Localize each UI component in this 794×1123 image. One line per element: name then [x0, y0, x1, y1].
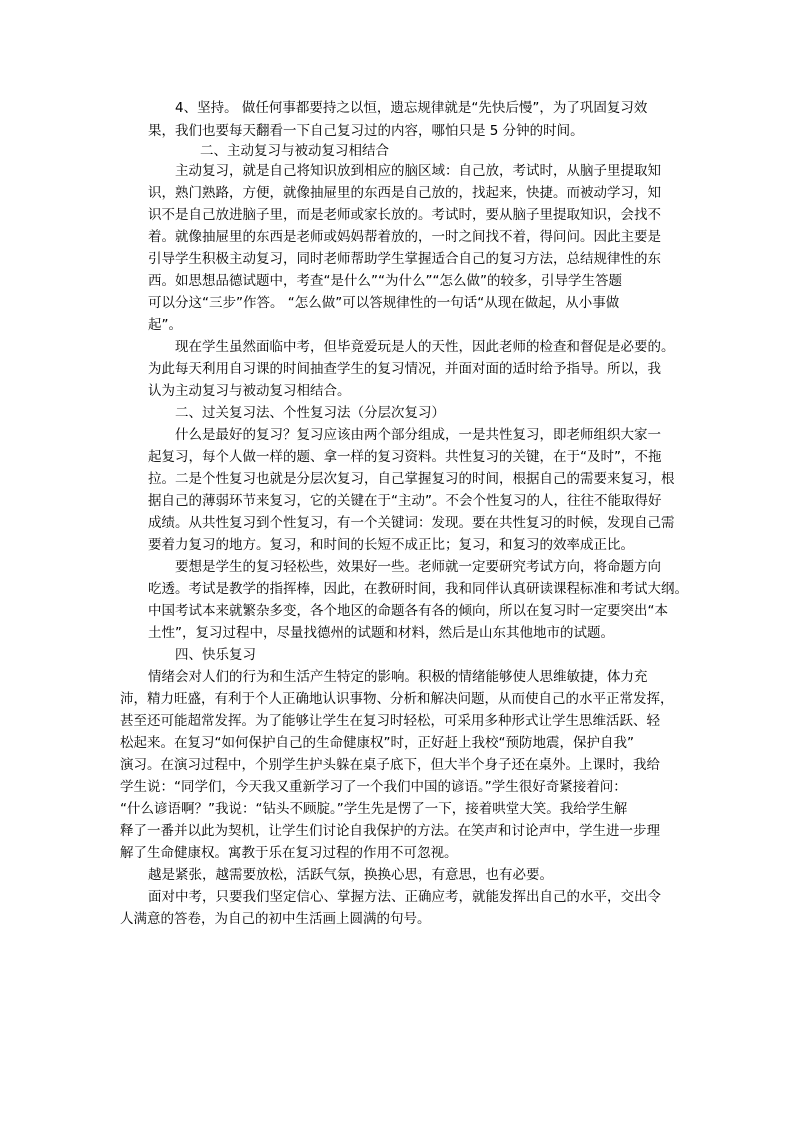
paragraph-line-6: 识不是自己放进脑子里，而是老师或家长放的。考试时，要从脑子里提取知识，会找不	[148, 207, 661, 223]
section-heading-happy-review: 四、快乐复习	[175, 647, 256, 663]
paragraph-line-27: 情绪会对人们的行为和生活产生特定的影响。积极的情绪能够使人思维敏捷，体力充	[148, 669, 648, 685]
paragraph-line-10: 可以分这“三步”作答。 “怎么做”可以答规律性的一句话“从现在做起，从小事做	[148, 295, 620, 311]
section-heading-active-passive: 二、主动复习与被动复习相结合	[200, 143, 389, 159]
paragraph-line-1: 4、坚持。 做任何事都要持之以恒，遗忘规律就是“先快后慢”，为了巩固复习效	[175, 100, 648, 116]
paragraph-line-7: 着。就像抽屉里的东西是老师或妈妈帮着放的，一时之间找不着，得问问。因此主要是	[148, 229, 661, 245]
paragraph-line-5: 识，熟门熟路，方便，就像抽屉里的东西是自己放的，找起来，快捷。而被动学习，知	[148, 185, 661, 201]
paragraph-line-25: 土性”，复习过程中，尽量找德州的试题和材料，然后是山东其他地市的试题。	[148, 625, 614, 641]
paragraph-line-35: 解了生命健康权。寓教于乐在复习过程的作用不可忽视。	[120, 845, 458, 861]
paragraph-line-8: 引导学生积极主动复习，同时老师帮助学生掌握适合自己的复习方法，总结规律性的东	[148, 251, 661, 267]
paragraph-line-29: 甚至还可能超常发挥。为了能够让学生在复习时轻松，可采用多种形式让学生思维活跃、轻	[120, 713, 660, 729]
paragraph-line-23: 吃透。考试是教学的指挥棒，因此，在教研时间，我和同伴认真研读课程标准和考试大纲。	[148, 581, 688, 597]
paragraph-line-4: 主动复习，就是自己将知识放到相应的脑区域：自己放，考试时，从脑子里提取知	[175, 163, 661, 179]
paragraph-line-19: 据自己的薄弱环节来复习，它的关键在于“主动”。不会个性复习的人，往往不能取得好	[148, 493, 662, 509]
paragraph-line-12: 现在学生虽然面临中考，但毕竟爱玩是人的天性，因此老师的检查和督促是必要的。	[175, 339, 675, 355]
paragraph-line-11: 起”。	[148, 317, 182, 333]
paragraph-line-33: “什么谚语啊？”我说：“钻头不顾腚。”学生先是愣了一下，接着哄堂大笑。我给学生解	[120, 801, 628, 817]
paragraph-line-21: 要着力复习的地方。复习，和时间的长短不成正比；复习，和复习的效率成正比。	[148, 537, 634, 553]
paragraph-line-13: 为此每天利用自习课的时间抽查学生的复习情况，并面对面的适时给予指导。所以，我	[148, 361, 661, 377]
paragraph-line-30: 松起来。在复习“如何保护自己的生命健康权”时，正好赶上我校“预防地震，保护自我”	[120, 735, 634, 751]
paragraph-line-18: 拉。二是个性复习也就是分层次复习，自己掌握复习的时间，根据自己的需要来复习，根	[148, 471, 675, 487]
paragraph-line-34: 释了一番并以此为契机，让学生们讨论自我保护的方法。在笑声和讨论声中，学生进一步理	[120, 823, 660, 839]
paragraph-line-2: 果，我们也要每天翻看一下自己复习过的内容，哪怕只是 5 分钟的时间。	[148, 123, 584, 139]
paragraph-line-16: 什么是最好的复习？复习应该由两个部分组成，一是共性复习，即老师组织大家一	[175, 427, 661, 443]
paragraph-line-14: 认为主动复习与被动复习相结合。	[148, 383, 351, 399]
paragraph-line-17: 起复习，每个人做一样的题、拿一样的复习资料。共性复习的关键，在于“及时”，不拖	[148, 449, 662, 465]
paragraph-line-22: 要想是学生的复习轻松些，效果好一些。老师就一定要研究考试方向，将命题方向	[175, 559, 661, 575]
paragraph-line-36: 越是紧张，越需要放松，活跃气氛，换换心思，有意思，也有必要。	[148, 867, 553, 883]
paragraph-line-28: 沛，精力旺盛，有利于个人正确地认识事物、分析和解决问题，从而使自己的水平正常发挥，	[120, 691, 674, 707]
paragraph-line-24: 中国考试本来就繁杂多变，各个地区的命题各有各的倾向，所以在复习时一定要突出“本	[148, 603, 668, 619]
paragraph-line-20: 成绩。从共性复习到个性复习，有一个关键词：发现。要在共性复习的时候，发现自己需	[148, 515, 675, 531]
paragraph-line-9: 西。如思想品德试题中，考查“是什么”“为什么”“怎么做”的较多，引导学生答题	[148, 273, 622, 289]
section-heading-tiered-review: 二、过关复习法、个性复习法（分层次复习）	[175, 405, 445, 421]
paragraph-line-32: 学生说：“同学们，今天我又重新学习了一个我们中国的谚语。”学生很好奇紧接着问：	[120, 779, 627, 795]
paragraph-line-37: 面对中考，只要我们坚定信心、掌握方法、正确应考，就能发挥出自己的水平，交出令	[148, 889, 661, 905]
paragraph-line-31: 演习。在演习过程中，个别学生护头躲在桌子底下，但大半个身子还在桌外。上课时，我给	[120, 757, 660, 773]
paragraph-line-38: 人满意的答卷，为自己的初中生活画上圆满的句号。	[120, 911, 431, 927]
